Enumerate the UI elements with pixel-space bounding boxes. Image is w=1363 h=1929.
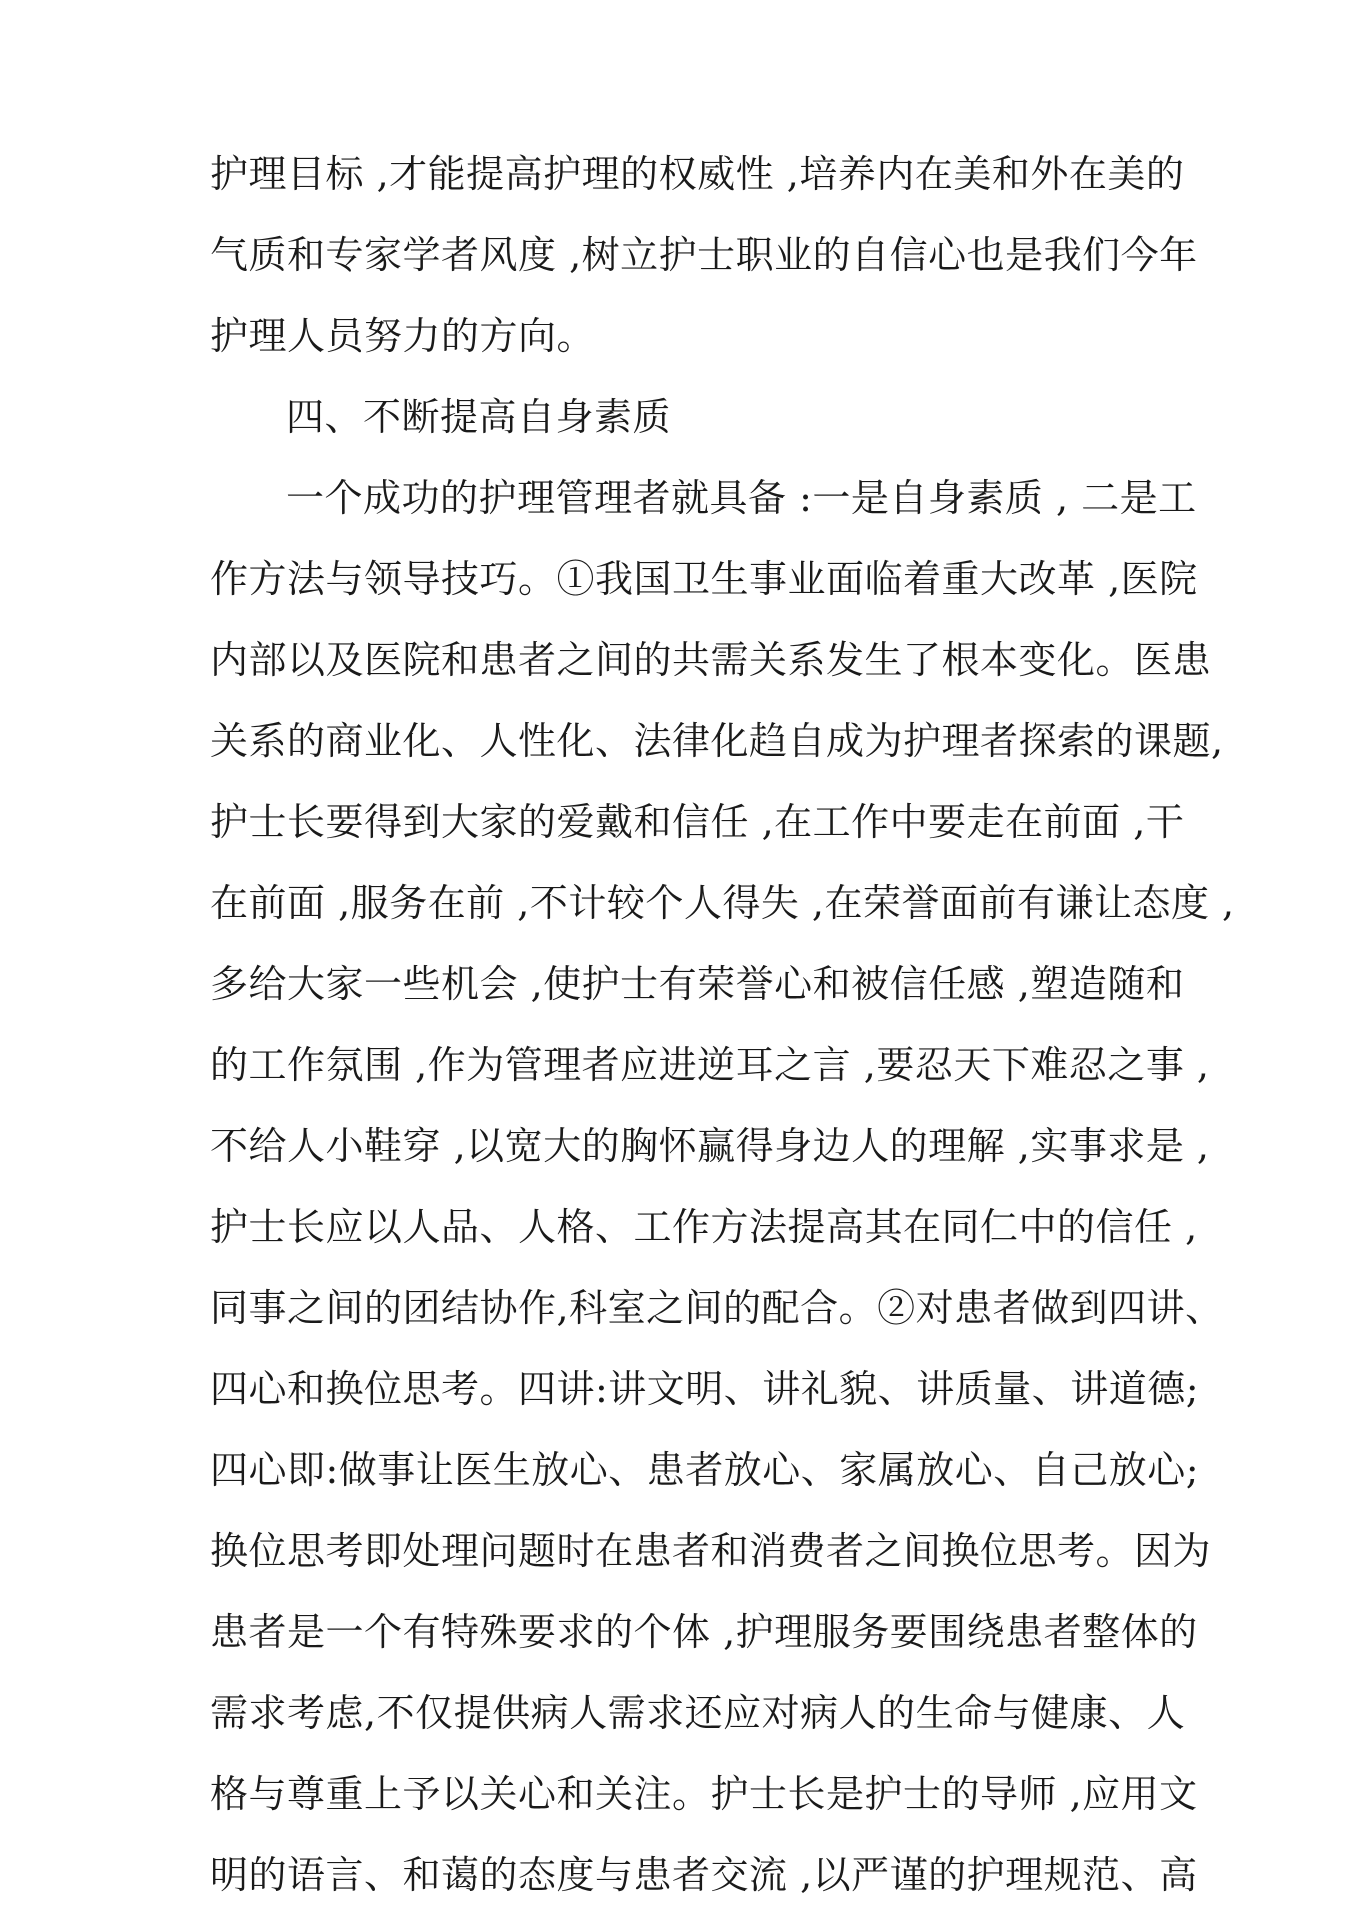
text-line: 作方法与领导技巧。①我国卫生事业面临着重大改革 ,医院 xyxy=(210,557,1198,601)
text-line: 内部以及医院和患者之间的共需关系发生了根本变化。医患 xyxy=(210,638,1212,682)
text-line: 需求考虑,不仅提供病人需求还应对病人的生命与健康、人 xyxy=(210,1691,1186,1735)
text-line: 护理人员努力的方向。 xyxy=(210,314,596,358)
text-line: 明的语言、和蔼的态度与患者交流 ,以严谨的护理规范、高 xyxy=(210,1853,1198,1897)
document-body xyxy=(210,134,1235,1916)
text-line: 患者是一个有特殊要求的个体 ,护理服务要围绕患者整体的 xyxy=(210,1610,1198,1654)
paragraph-start-line: 一个成功的护理管理者就具备 :一是自身素质 , 二是工 xyxy=(286,476,1197,520)
text-line: 护理目标 ,才能提高护理的权威性 ,培养内在美和外在美的 xyxy=(210,152,1185,196)
text-line: 不给人小鞋穿 ,以宽大的胸怀赢得身边人的理解 ,实事求是 , xyxy=(210,1124,1210,1168)
text-line: 同事之间的团结协作,科室之间的配合。②对患者做到四讲、 xyxy=(210,1286,1224,1330)
text-line: 在前面 ,服务在前 ,不计较个人得失 ,在荣誉面前有谦让态度 , xyxy=(210,881,1235,925)
text-line: 护士长要得到大家的爱戴和信任 ,在工作中要走在前面 ,干 xyxy=(210,800,1185,844)
text-line: 多给大家一些机会 ,使护士有荣誉心和被信任感 ,塑造随和 xyxy=(210,962,1185,1006)
text-line: 换位思考即处理问题时在患者和消费者之间换位思考。因为 xyxy=(210,1529,1212,1573)
text-line: 格与尊重上予以关心和关注。护士长是护士的导师 ,应用文 xyxy=(210,1772,1198,1816)
section-heading: 四、不断提高自身素质 xyxy=(286,395,672,439)
text-line: 四心即:做事让医生放心、患者放心、家属放心、自己放心; xyxy=(210,1448,1200,1492)
text-line: 气质和专家学者风度 ,树立护士职业的自信心也是我们今年 xyxy=(210,233,1198,277)
text-line: 关系的商业化、人性化、法律化趋自成为护理者探索的课题, xyxy=(210,719,1224,763)
text-line: 四心和换位思考。四讲:讲文明、讲礼貌、讲质量、讲道德; xyxy=(210,1367,1200,1411)
text-line: 护士长应以人品、人格、工作方法提高其在同仁中的信任 , xyxy=(210,1205,1198,1249)
text-line: 的工作氛围 ,作为管理者应进逆耳之言 ,要忍天下难忍之事 , xyxy=(210,1043,1210,1087)
